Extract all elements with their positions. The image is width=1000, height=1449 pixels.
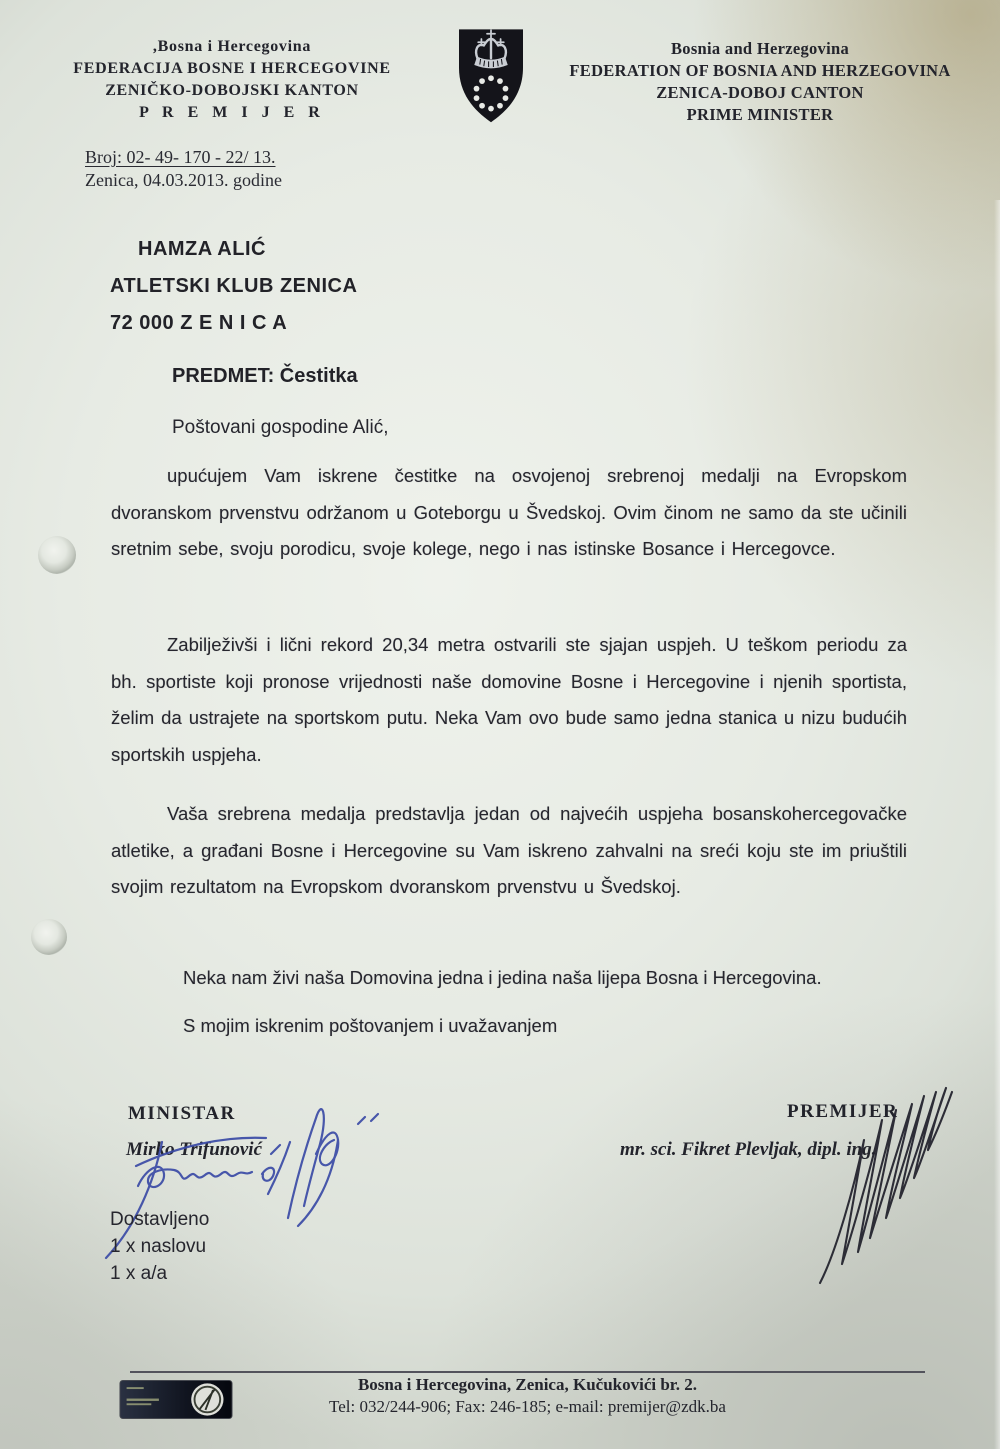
distribution-block xyxy=(110,1206,209,1287)
premier-name: mr. sci. Fikret Plevljak, dipl. ing. xyxy=(620,1139,877,1160)
org-line: Bosnia and Herzegovina xyxy=(670,39,850,58)
body-paragraph: Zabilježivši i lični rekord 20,34 metra ostvarili ste sjajan uspjeh. U teškom periodu za bh. sportiste koji pronose vrijednosti naše domovine Bosne i Hercegovine i njenih sportista, želim da ustrajete na sportskom putu. Neka Vam ovo bude samo jedna stanica u nizu budućih sportskih uspjeha. xyxy=(111,634,907,765)
distribution-item: 1 x naslovu xyxy=(110,1236,207,1257)
addressee-name: HAMZA ALIĆ xyxy=(138,238,266,260)
distribution-item: 1 x a/a xyxy=(110,1263,168,1284)
addressee-organization: ATLETSKI KLUB ZENICA xyxy=(110,275,358,297)
org-line: FEDERATION OF BOSNIA AND HERZEGOVINA xyxy=(569,61,951,80)
footer-address: Bosna i Hercegovina, Zenica, Kučukovići br. 2. xyxy=(357,1375,698,1394)
footer-contact: Tel: 032/244-906; Fax: 246-185; e-mail: premijer@zdk.ba xyxy=(329,1397,726,1416)
reference-block xyxy=(85,146,282,192)
reference-place-date: Zenica, 04.03.2013. godine xyxy=(85,170,282,190)
org-line: ZENICA-DOBOJ CANTON xyxy=(656,83,864,102)
certification-badge-icon xyxy=(119,1377,233,1422)
body-paragraph: Neka nam živi naša Domovina jedna i jedina naša lijepa Bosna i Hercegovina. xyxy=(183,967,822,988)
addressee-city: 72 000 Z E N I C A xyxy=(110,312,288,334)
footer-divider xyxy=(130,1371,925,1373)
subject-line: PREDMET: Čestitka xyxy=(172,365,358,387)
minister-name: Mirko Trifunović xyxy=(126,1139,262,1160)
org-line: ZENIČKO-DOBOJSKI KANTON xyxy=(105,82,359,99)
header-right-org-block xyxy=(553,38,967,126)
hole-punch-top xyxy=(38,536,76,574)
body-paragraph: upućujem Vam iskrene čestitke na osvojenoj srebrenoj medalji na Evropskom dvoranskom prvenstvu održanom u Goteborgu u Švedskoj. Ovim činom ne samo da ste učinili sretnim sebe, svoju porodicu, svoje kolege, nego i nas istinske Bosance i Hercegovce. xyxy=(111,465,907,559)
distribution-heading: Dostavljeno xyxy=(110,1209,210,1230)
hole-punch-bottom xyxy=(31,919,67,955)
reference-number: Broj: 02- 49- 170 - 22/ 13. xyxy=(85,147,276,167)
addressee-block xyxy=(110,231,357,342)
header-left-org-block xyxy=(58,36,406,124)
org-line: ,Bosna i Hercegovina xyxy=(152,38,312,55)
minister-title: MINISTAR xyxy=(128,1103,236,1124)
org-line: PRIME MINISTER xyxy=(686,105,834,124)
premier-title: PREMIJER xyxy=(787,1101,899,1122)
body-paragraph: S mojim iskrenim poštovanjem i uvažavanjem xyxy=(183,1015,558,1036)
org-line: FEDERACIJA BOSNE I HERCEGOVINE xyxy=(73,60,391,77)
body-paragraph: Vaša srebrena medalja predstavlja jedan od najvećih uspjeha bosanskohercegovačke atletike, a građani Bosne i Hercegovine su Vam iskreno zahvalni na sreći koju ste im priuštili svojim rezultatom na Evropskom dvoranskom prvenstvu u Švedskoj. xyxy=(111,803,907,897)
coat-of-arms-icon xyxy=(451,12,531,138)
salutation: Poštovani gospodine Alić, xyxy=(172,417,389,438)
org-line: P R E M I J E R xyxy=(139,104,325,121)
